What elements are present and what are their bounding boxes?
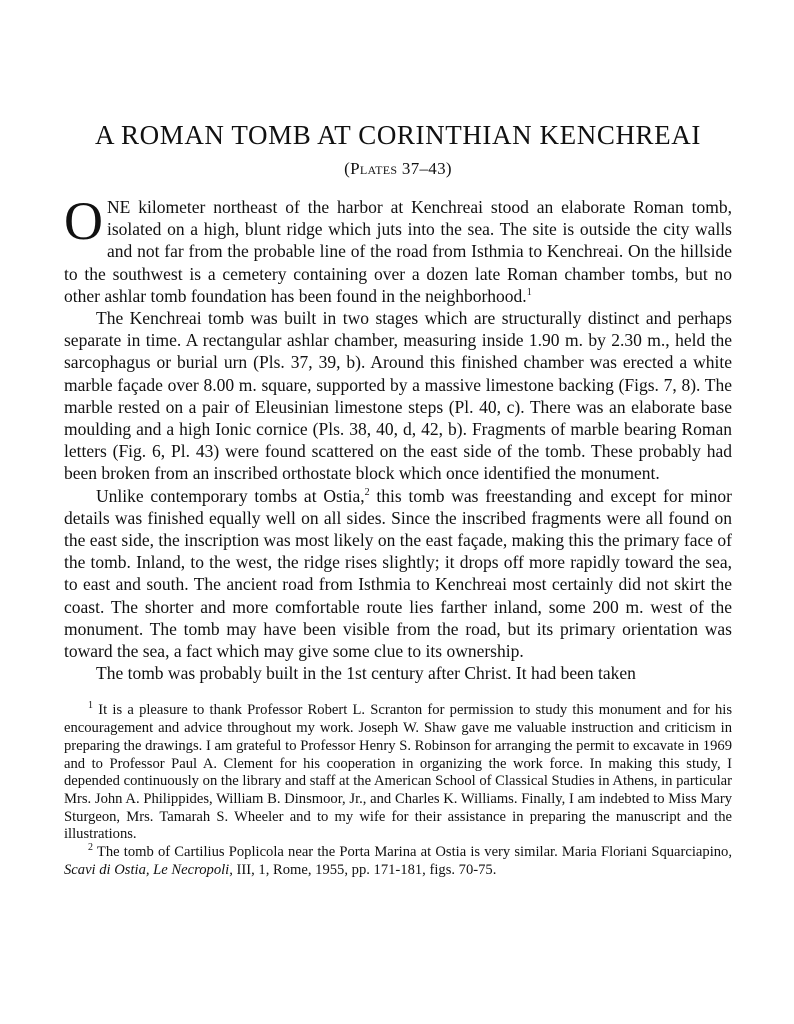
article-page xyxy=(64,118,732,880)
footnote-1-mark: 1 xyxy=(88,700,93,712)
article-body xyxy=(64,191,732,684)
footnote-2 xyxy=(64,844,732,879)
footnote-2-mark: 2 xyxy=(88,842,93,854)
paragraph-1-text: NE kilometer northeast of the harbor at Kenchreai stood an elaborate Roman tomb, isolated on a high, blunt ridge which juts into the sea. The site is outside the city walls and not far from the probable line of the road from Isthmia to Kenchreai. On the hillside to the southwest is a cemetery containing over a dozen late Roman chamber tombs, but no other ashlar tomb foundation has been found in the neighborhood. xyxy=(64,197,732,306)
paragraph-3-text-a: Unlike contemporary tombs at Ostia, xyxy=(96,485,365,506)
paragraph-2: The Kenchreai tomb was built in two stages which are structurally distinct and perhaps separate in time. A rectangular ashlar chamber, measuring inside 1.90 m. by 2.30 m., held the sarcophagus or burial urn (Pls. 37, 39, b). Around this finished chamber was erected a white marble façade over 8.00 m. square, supported by a massive limestone backing (Figs. 7, 8). The marble rested on a pair of Eleusinian limestone steps (Pl. 40, c). There was an elaborate base moulding and a high Ionic cornice (Pls. 38, 40, d, 42, b). Fragments of marble bearing Roman letters (Fig. 6, Pl. 43) were found scattered on the east side of the tomb. These probably had been broken from an inscribed orthostate block which once identified the monument. xyxy=(64,308,732,484)
paragraph-3-text-b: this tomb was freestanding and except for minor details was finished equally well on all sides. Since the inscribed fragments were all found on the east side, the inscription was most likely on the east façade, making this the primary face of the tomb. Inland, to the west, the ridge rises slightly; it drops off more rapidly toward the sea, to east and south. The ancient road from Isthmia to Kenchreai most certainly did not skirt the coast. The shorter and more comfortable route lies farther inland, some 200 m. west of the monument. The tomb may have been visible from the road, but its primary orientation was toward the sea, a fact which may give some clue to its ownership. xyxy=(64,485,732,662)
paragraph-1 xyxy=(64,191,732,307)
footnote-2-citation-title: Scavi di Ostia, Le Necropoli, xyxy=(64,861,233,878)
drop-cap: O xyxy=(64,191,103,251)
footnote-1-text: It is a pleasure to thank Professor Robert L. Scranton for permission to study this monument and for his encouragement and advice throughout my work. Joseph W. Shaw gave me valuable instruction and criticism in preparing the drawings. I am grateful to Professor Henry S. Robinson for arranging the permit to excavate in 1969 and to Professor Paul A. Clement for his cooperation in organizing the work force. In making this study, I depended continuously on the library and staff at the American School of Classical Studies in Athens, in particular Mrs. John A. Philippides, William B. Dinsmoor, Jr., and Charles K. Williams. Finally, I am indebted to Miss Mary Sturgeon, Mrs. Tamarah S. Wheeler and to my wife for their assistance in preparing the manuscript and the illustrations. xyxy=(64,702,732,843)
footnotes xyxy=(64,702,732,879)
paragraph-4: The tomb was probably built in the 1st century after Christ. It had been taken xyxy=(96,663,636,684)
footnote-2-text-b: III, 1, Rome, 1955, pp. 171-181, figs. 70-75. xyxy=(232,861,497,878)
plates-reference: (Plates 37–43) xyxy=(344,159,452,178)
article-title: A ROMAN TOMB AT CORINTHIAN KENCHREAI xyxy=(95,120,701,150)
footnote-1 xyxy=(64,702,732,844)
footnote-ref-1[interactable]: 1 xyxy=(526,286,532,298)
paragraph-3 xyxy=(64,485,732,663)
footnote-2-text-a: The tomb of Cartilius Poplicola near the Porta Marina at Ostia is very similar. Maria Floriani Squarciapino, xyxy=(93,844,732,861)
footnote-ref-2[interactable]: 2 xyxy=(364,486,370,498)
